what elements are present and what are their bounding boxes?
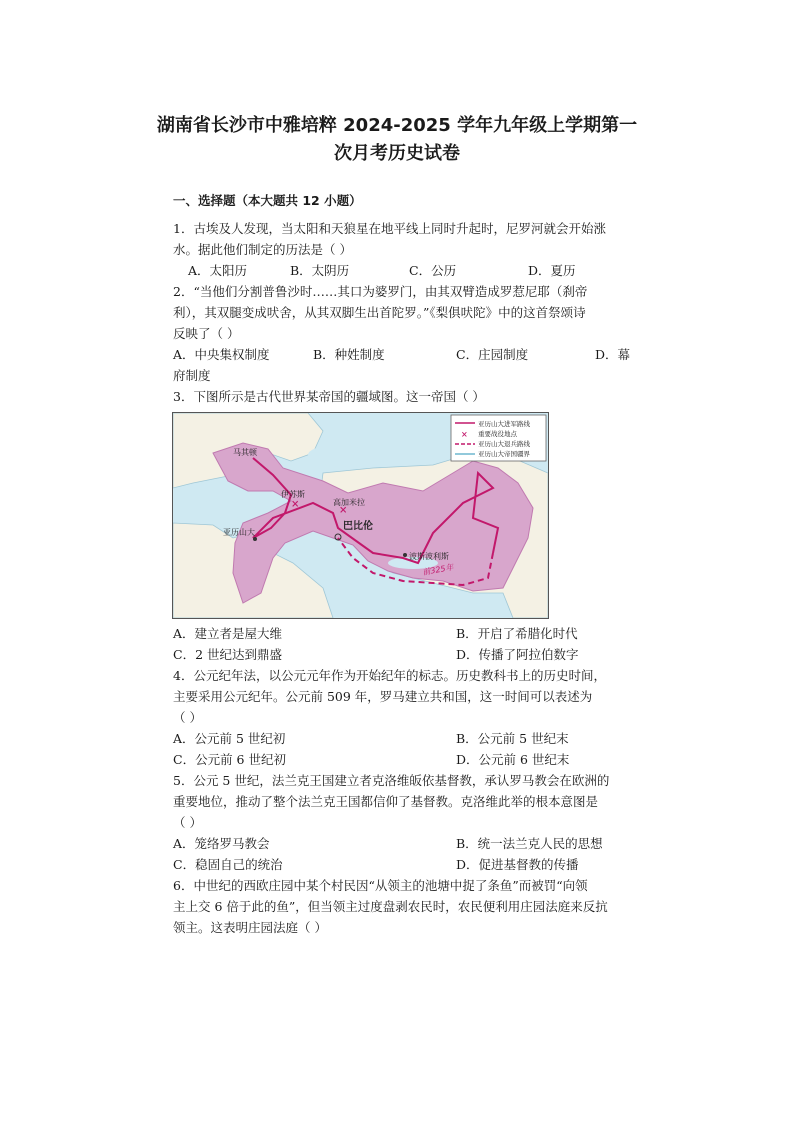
q6-stem-line-3: 领主。这表明庄园法庭（ ）: [173, 920, 327, 935]
exam-title: [150, 112, 644, 168]
q3-stem-line-1: 3．下图所示是古代世界某帝国的疆域图。这一帝国（ ）: [173, 389, 485, 404]
q4-stem-line-3: （ ）: [173, 710, 202, 725]
q4-stem-line-1: 4．公元纪年法，以公元元年作为开始纪年的标志。历史教科书上的历史时间，: [173, 668, 606, 683]
q2-stem-line-2: 利），其双腿变成吠舍，从其双脚生出首陀罗。”《梨俱吠陀》中的这首祭颂诗: [173, 305, 586, 320]
q1-option-c: C．公历: [409, 263, 457, 278]
q3-option-a: A．建立者是屋大维: [173, 626, 283, 641]
map-label-persepolis: 波斯波利斯: [409, 552, 449, 561]
map-label-issus: 伊苏斯: [281, 490, 305, 499]
q2-option-d: D．幕: [595, 347, 631, 362]
legend-retreat-route: 亚历山大退兵路线: [478, 440, 530, 448]
q6-stem-line-2: 主上交 6 倍于此的鱼”，但当领主过度盘剥农民时，农民便利用庄园法庭来反抗: [173, 899, 608, 914]
q4-option-c: C．公元前 6 世纪初: [173, 752, 286, 767]
q5-stem-line-2: 重要地位，推动了整个法兰克王国都信仰了基督教。克洛维此举的根本意图是: [173, 794, 599, 809]
q2-option-c: C．庄园制度: [456, 347, 529, 362]
svg-text:×: ×: [339, 505, 348, 516]
q2-stem-line-3: 反映了（ ）: [173, 326, 240, 341]
q3-option-b: B．开启了希腊化时代: [456, 626, 578, 641]
legend-empire-border: 亚历山大帝国疆界: [478, 450, 530, 458]
legend-battle-site: 重要战役地点: [478, 430, 517, 438]
q5-stem-line-1: 5．公元 5 世纪，法兰克王国建立者克洛维皈依基督教，承认罗马教会在欧洲的: [173, 773, 610, 788]
q1-stem-line-2: 水。据此他们制定的历法是（ ）: [173, 242, 352, 257]
q4-option-a: A．公元前 5 世纪初: [173, 731, 286, 746]
q5-option-d: D．促进基督教的传播: [456, 857, 579, 872]
q4-option-b: B．公元前 5 世纪末: [456, 731, 569, 746]
title-line-1: 湖南省长沙市中雅培粹 2024-2025 学年九年级上学期第一: [156, 115, 638, 136]
q5-option-b: B．统一法兰克人民的思想: [456, 836, 603, 851]
map-label-year: 前325年: [421, 562, 455, 577]
map-label-macedonia: 马其顿: [233, 448, 257, 457]
q2-option-b: B．种姓制度: [313, 347, 385, 362]
q5-option-a: A．笼络罗马教会: [173, 836, 270, 851]
svg-text:×: ×: [461, 429, 468, 439]
q3-option-d: D．传播了阿拉伯数字: [456, 647, 579, 662]
q4-option-d: D．公元前 6 世纪末: [456, 752, 570, 767]
empire-map: [172, 412, 549, 619]
q5-stem-line-3: （ ）: [173, 815, 202, 830]
q4-stem-line-2: 主要采用公元纪年。公元前 509 年，罗马建立共和国，这一时间可以表述为: [173, 689, 593, 704]
section-heading: 一、选择题（本大题共 12 小题）: [173, 193, 362, 208]
q1-option-a: A．太阳历: [188, 263, 248, 278]
q1-option-b: B．太阴历: [290, 263, 350, 278]
map-label-gaugamela: 高加米拉: [333, 498, 365, 507]
q3-option-c: C．2 世纪达到鼎盛: [173, 647, 282, 662]
title-line-2: 次月考历史试卷: [334, 143, 460, 164]
q2-option-a: A．中央集权制度: [173, 347, 270, 362]
q2-stem-line-4: 府制度: [173, 368, 211, 383]
q1-option-d: D．夏历: [528, 263, 576, 278]
map-label-alexandria: 亚历山大: [223, 528, 255, 537]
map-label-babylon: 巴比伦: [343, 521, 373, 532]
q2-stem-line-1: 2．“当他们分割普鲁沙时……其口为婆罗门，由其双臂造成罗惹尼耶（刹帝: [173, 284, 588, 299]
map-legend: [451, 415, 546, 461]
q6-stem-line-1: 6．中世纪的西欧庄园中某个村民因“从领主的池塘中捉了条鱼”而被罚“向领: [173, 878, 588, 893]
q5-option-c: C．稳固自己的统治: [173, 857, 283, 872]
legend-advance-route: 亚历山大进军路线: [478, 420, 530, 428]
svg-text:×: ×: [291, 499, 300, 510]
q1-stem-line-1: 1．古埃及人发现，当太阳和天狼星在地平线上同时升起时，尼罗河就会开始涨: [173, 221, 606, 236]
